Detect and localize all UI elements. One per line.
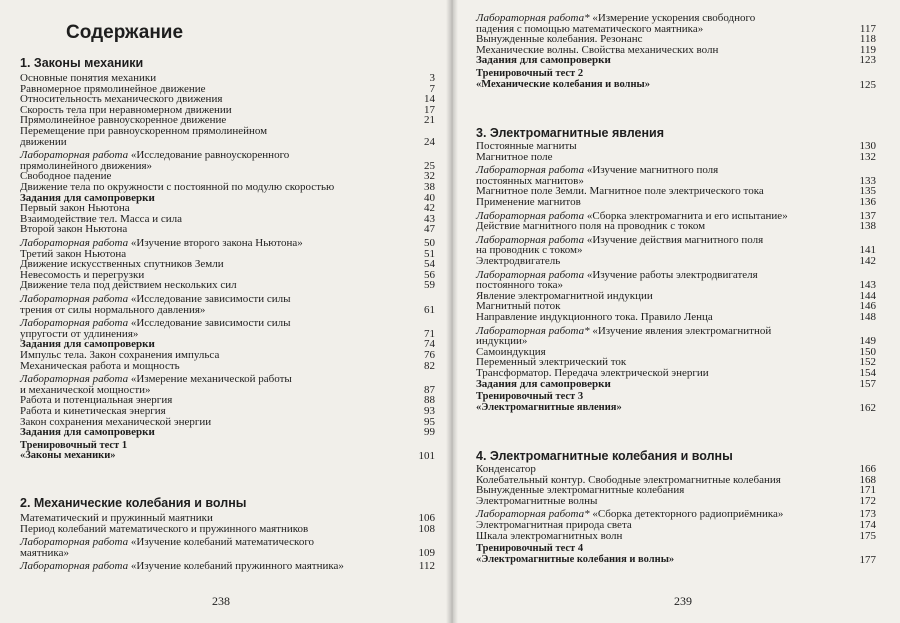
toc-entry[interactable] [476,496,876,507]
toc-entry-text: Относительность механического движения [20,93,223,106]
toc-entry-text: Действие магнитного поля на проводник с током [476,220,706,233]
toc-entry[interactable] [20,224,435,235]
toc-page-number: 71 [424,327,435,340]
toc-entry[interactable] [476,152,876,163]
toc-entry[interactable] [476,379,876,390]
toc-entry[interactable] [20,150,435,171]
toc-entry-title [476,256,850,267]
lab-label: Лабораторная работа [476,268,585,281]
toc-page-number: 61 [424,303,435,316]
toc-page-number: 88 [424,394,435,407]
toc-page-number: 171 [859,484,876,497]
toc-entry-title [476,326,850,347]
toc-page-number: 137 [859,209,876,222]
toc-page-number: 59 [424,279,435,292]
toc-entry[interactable] [476,13,876,34]
toc-entry-text: «Сборка детекторного радиоприёмника» [589,508,784,521]
toc-page-number: 130 [859,140,876,152]
toc-entry-text: Магнитное поле [476,150,553,163]
lab-label: Лабораторная работа [20,149,129,162]
toc-page-number: 135 [859,185,876,198]
toc-entry-text: Свободное падение [20,170,112,183]
toc-page-number: 17 [424,103,435,116]
toc-entry-title [20,427,409,438]
toc-entry-text: Работа и кинетическая энергия [20,405,166,417]
lab-label: Лабораторная работа [20,237,129,249]
toc-entry-text: Колебательный контур. Свободные электромагнитные колебания [476,473,781,486]
toc-page-number: 54 [424,258,435,271]
toc-entry-text: Электромагнитные волны [476,494,598,507]
toc-page-number: 76 [424,349,435,361]
toc-entry[interactable] [476,221,876,232]
toc-page-number: 125 [859,78,876,91]
toc-page-number: 82 [424,359,435,372]
toc-page-number: 162 [859,401,876,414]
toc-entry-text: Математический и пружинный маятники [20,512,213,524]
toc-page-number: 144 [859,289,876,302]
toc-entry-text: Явление электромагнитной индукции [476,289,653,302]
toc-page-number: 109 [418,546,435,559]
toc-page-number: 175 [859,529,876,542]
toc-page-number: 148 [859,311,876,323]
toc-entry-title [20,537,409,558]
toc-entry-text: Первый закон Ньютона [20,202,130,215]
toc-entry[interactable] [20,280,435,291]
toc-page-number: 173 [859,508,876,521]
toc-page-number: 38 [424,181,435,193]
right-page [452,0,900,623]
toc-entry-title [20,224,409,235]
toc-page-number: 142 [859,255,876,267]
toc-page-number: 168 [859,473,876,486]
toc-entry-text: «Сборка электромагнита и его испытание» [584,209,788,222]
toc-entry-text: Движение тела по окружности с постоянной по модулю скоростью [20,181,335,193]
toc-entry-text: Прямолинейное равноускоренное движение [20,114,227,127]
toc-page-number: 117 [859,22,876,35]
toc-entry-title [476,197,850,208]
section-heading: 4. Электромагнитные колебания и волны [476,449,733,463]
toc-entry-text: Вынужденные колебания. Резонанс [476,33,643,46]
toc-entry[interactable] [20,524,435,535]
toc-entry-text: «Изучение магнитного поля постоянных магнитов» [476,164,719,187]
right-page-number: 239 [674,594,692,608]
lab-label: Лабораторная работа [20,317,129,330]
toc-entry-text: Тренировочный тест 4 «Электромагнитные колебания и волны» [476,543,675,565]
toc-entry-title [476,55,850,66]
toc-entry-text: Самоиндукция [476,345,546,358]
toc-entry-title [476,69,850,90]
toc-entry-text: «Измерение механической работы и механической мощности» [20,373,292,396]
toc-entry[interactable] [20,561,435,572]
toc-entry-title [20,318,409,339]
toc-entry-text: Работа и потенциальная энергия [20,394,173,407]
section-heading: 3. Электромагнитные явления [476,126,665,140]
toc-entry-title [20,361,409,372]
toc-entry-text: Период колебаний математического и пружинного маятников [20,522,309,535]
lab-label: Лабораторная работа [476,209,585,222]
toc-entry-text: Электродвигатель [476,255,561,267]
toc-entry[interactable] [20,318,435,339]
toc-page-number: 150 [859,345,876,358]
toc-page-number: 166 [859,463,876,475]
toc-entry-text: Электромагнитная природа света [476,519,632,531]
toc-entry-title [20,126,409,147]
toc-entry-text: Третий закон Ньютона [20,247,127,260]
toc-entry-text: Конденсатор [476,463,536,475]
toc-page-number: 118 [859,33,876,46]
toc-entry-text: Движение тела под действием нескольких сил [20,279,237,292]
toc-entry-text: «Изучение колебаний математического маятника» [20,536,315,559]
toc-entry-title [20,441,409,462]
toc-entry-title [20,294,409,315]
toc-entry-text: Направление индукционного тока. Правило Ленца [476,311,713,323]
toc-entry-title [476,312,850,323]
toc-entry-text: «Исследование зависимости силы упругости от удлинения» [20,317,291,340]
toc-page-number: 154 [859,367,876,379]
lab-label: Лабораторная работа [20,536,129,549]
toc-page-number: 87 [424,383,435,396]
toc-page-number: 152 [859,356,876,369]
toc-page-number: 74 [424,338,435,351]
toc-entry-text: Второй закон Ньютона [20,223,128,236]
toc-entry-text: «Изучение явления электромагнитной индукции» [476,324,772,348]
toc-entry[interactable] [20,126,435,147]
toc-entry[interactable] [20,361,435,372]
section-heading: 2. Механические колебания и волны [20,496,247,510]
toc-entry-text: «Изучение действия магнитного поля на проводник с током» [476,233,764,257]
toc-entry[interactable] [20,294,435,315]
toc-entry-title [20,150,409,171]
toc-page-number: 99 [424,426,435,439]
toc-entry-text: Задания для самопроверки [20,338,155,351]
toc-entry-text: Задания для самопроверки [476,54,611,67]
toc-entry-title [476,544,850,565]
toc-entry-title [476,270,850,291]
toc-entry-text: Переменный электрический ток [476,356,627,369]
toc-entry-title [476,392,850,413]
toc-entry[interactable] [20,537,435,558]
toc-entry-title [476,379,850,390]
toc-entry-text: Задания для самопроверки [476,377,611,390]
toc-entry-title [476,496,850,507]
toc-entry[interactable] [476,326,876,347]
section-heading: 1. Законы механики [20,56,144,70]
toc-entry[interactable] [476,312,876,323]
toc-page-number: 172 [859,494,876,507]
toc-entry-text: Скорость тела при неравномерном движении [20,103,232,116]
toc-entry-text: «Исследование зависимости силы трения от силы нормального давления» [20,293,291,316]
toc-entry-text: Задания для самопроверки [20,426,155,439]
lab-label: Лабораторная работа* [476,508,590,521]
toc-page-number: 133 [859,174,876,187]
toc-page-number: 123 [859,54,876,67]
toc-page-number: 136 [859,196,876,208]
lab-label: Лабораторная работа [20,373,129,386]
toc-page-number: 42 [424,202,435,215]
toc-entry-text: «Измерение ускорения свободного падения с помощью математического маятника» [476,12,756,35]
toc-entry-title [476,13,850,34]
toc-entry-title [20,561,409,572]
toc-entry-text: «Изучение второго закона Ньютона» [128,237,303,249]
toc-entry-text: Трансформатор. Передача электрической энергии [476,367,709,379]
toc-entry-text: Тренировочный тест 3 «Электромагнитные явления» [476,391,622,413]
toc-page-number: 177 [859,553,876,566]
toc-page-number: 24 [424,135,435,148]
toc-entry-text: Тренировочный тест 2 «Механические колебания и волны» [476,68,650,90]
toc-entry[interactable] [476,55,876,66]
lab-label: Лабораторная работа [20,560,129,573]
toc-entry-text: Движение искусственных спутников Земли [20,258,224,271]
toc-entry-text: Основные понятия механики [20,72,157,84]
lab-label: Лабораторная работа [20,293,129,305]
toc-page-number: 146 [859,300,876,313]
lab-label: Лабораторная работа* [476,12,590,24]
toc-page-number: 143 [859,279,876,292]
toc-entry[interactable] [476,165,876,186]
toc-entry-title [476,221,850,232]
toc-entry[interactable] [476,392,876,413]
toc-entry-title [476,165,850,186]
toc-entry-text: Взаимодействие тел. Масса и сила [20,212,183,225]
toc-page-number: 138 [859,220,876,233]
toc-page-number: 149 [859,335,876,348]
toc-entry-text: Равномерное прямолинейное движение [20,82,206,95]
toc-entry-title [20,524,409,535]
toc-entry-text: Механические волны. Свойства механических волн [476,43,719,56]
toc-page-number: 174 [859,519,876,531]
toc-entry-text: Вынужденные электромагнитные колебания [476,484,685,497]
page-title: Содержание [66,22,184,43]
lab-label: Лабораторная работа [476,233,585,246]
toc-page-number: 108 [418,522,435,535]
toc-entry-text: Применение магнитов [476,196,581,208]
toc-page-number: 93 [424,405,435,417]
toc-page-number: 56 [424,268,435,281]
toc-entry-title [476,235,850,256]
toc-page-number: 119 [859,43,876,56]
toc-entry-text: Механическая работа и мощность [20,359,180,372]
toc-page-number: 106 [418,512,435,524]
book-spine-shadow [446,0,458,623]
toc-page-number: 50 [424,237,435,249]
toc-entry-title [476,531,850,542]
toc-entry[interactable] [476,256,876,267]
toc-page-number: 101 [418,450,435,463]
toc-page-number: 25 [424,159,435,172]
toc-entry[interactable] [476,531,876,542]
toc-entry-text: «Исследование равноускоренного прямолинейного движения» [20,149,290,172]
toc-entry[interactable] [476,197,876,208]
toc-entry-text: Задания для самопроверки [20,191,155,204]
toc-entry[interactable] [20,427,435,438]
toc-entry-text: Закон сохранения механической энергии [20,415,212,428]
toc-entry-text: Импульс тела. Закон сохранения импульса [20,349,220,361]
toc-page-number: 43 [424,212,435,225]
lab-label: Лабораторная работа* [476,324,590,337]
toc-page-number: 14 [424,93,435,106]
toc-page-number: 51 [424,247,435,260]
toc-entry-text: «Изучение работы электродвигателя постоянного тока» [476,268,758,292]
toc-page-number: 3 [429,72,435,84]
toc-page-number: 7 [429,82,435,95]
toc-entry-title [20,374,409,395]
toc-page-number: 132 [859,150,876,163]
lab-label: Лабораторная работа [476,164,585,177]
toc-entry[interactable] [476,69,876,90]
toc-page-number: 47 [424,223,435,236]
toc-entry-text: Перемещение при равноускоренном прямолинейном движении [20,125,268,148]
toc-entry-text: Шкала электромагнитных волн [476,529,623,542]
toc-page-number: 95 [424,415,435,428]
toc-page-number: 40 [424,191,435,204]
toc-entry-text: Невесомость и перегрузки [20,268,145,281]
toc-entry-text: Магнитный поток [476,300,561,313]
toc-entry-text: «Изучение колебаний пружинного маятника» [128,560,344,573]
toc-page-number: 157 [859,377,876,390]
toc-entry-text: Магнитное поле Земли. Магнитное поле электрического тока [476,185,764,198]
toc-page-number: 32 [424,170,435,183]
toc-entry-title [20,280,409,291]
toc-entry-text: Постоянные магниты [476,140,577,152]
toc-entry-text: Тренировочный тест 1 «Законы механики» [20,439,128,462]
toc-page-number: 21 [424,114,435,127]
toc-entry[interactable] [20,374,435,395]
toc-entry[interactable] [476,544,876,565]
left-page-number: 238 [212,594,230,608]
toc-entry[interactable] [476,235,876,256]
toc-page-number: 112 [418,560,435,573]
toc-page-number: 141 [859,244,876,257]
toc-entry[interactable] [476,270,876,291]
toc-entry-title [476,152,850,163]
toc-entry[interactable] [20,441,435,462]
